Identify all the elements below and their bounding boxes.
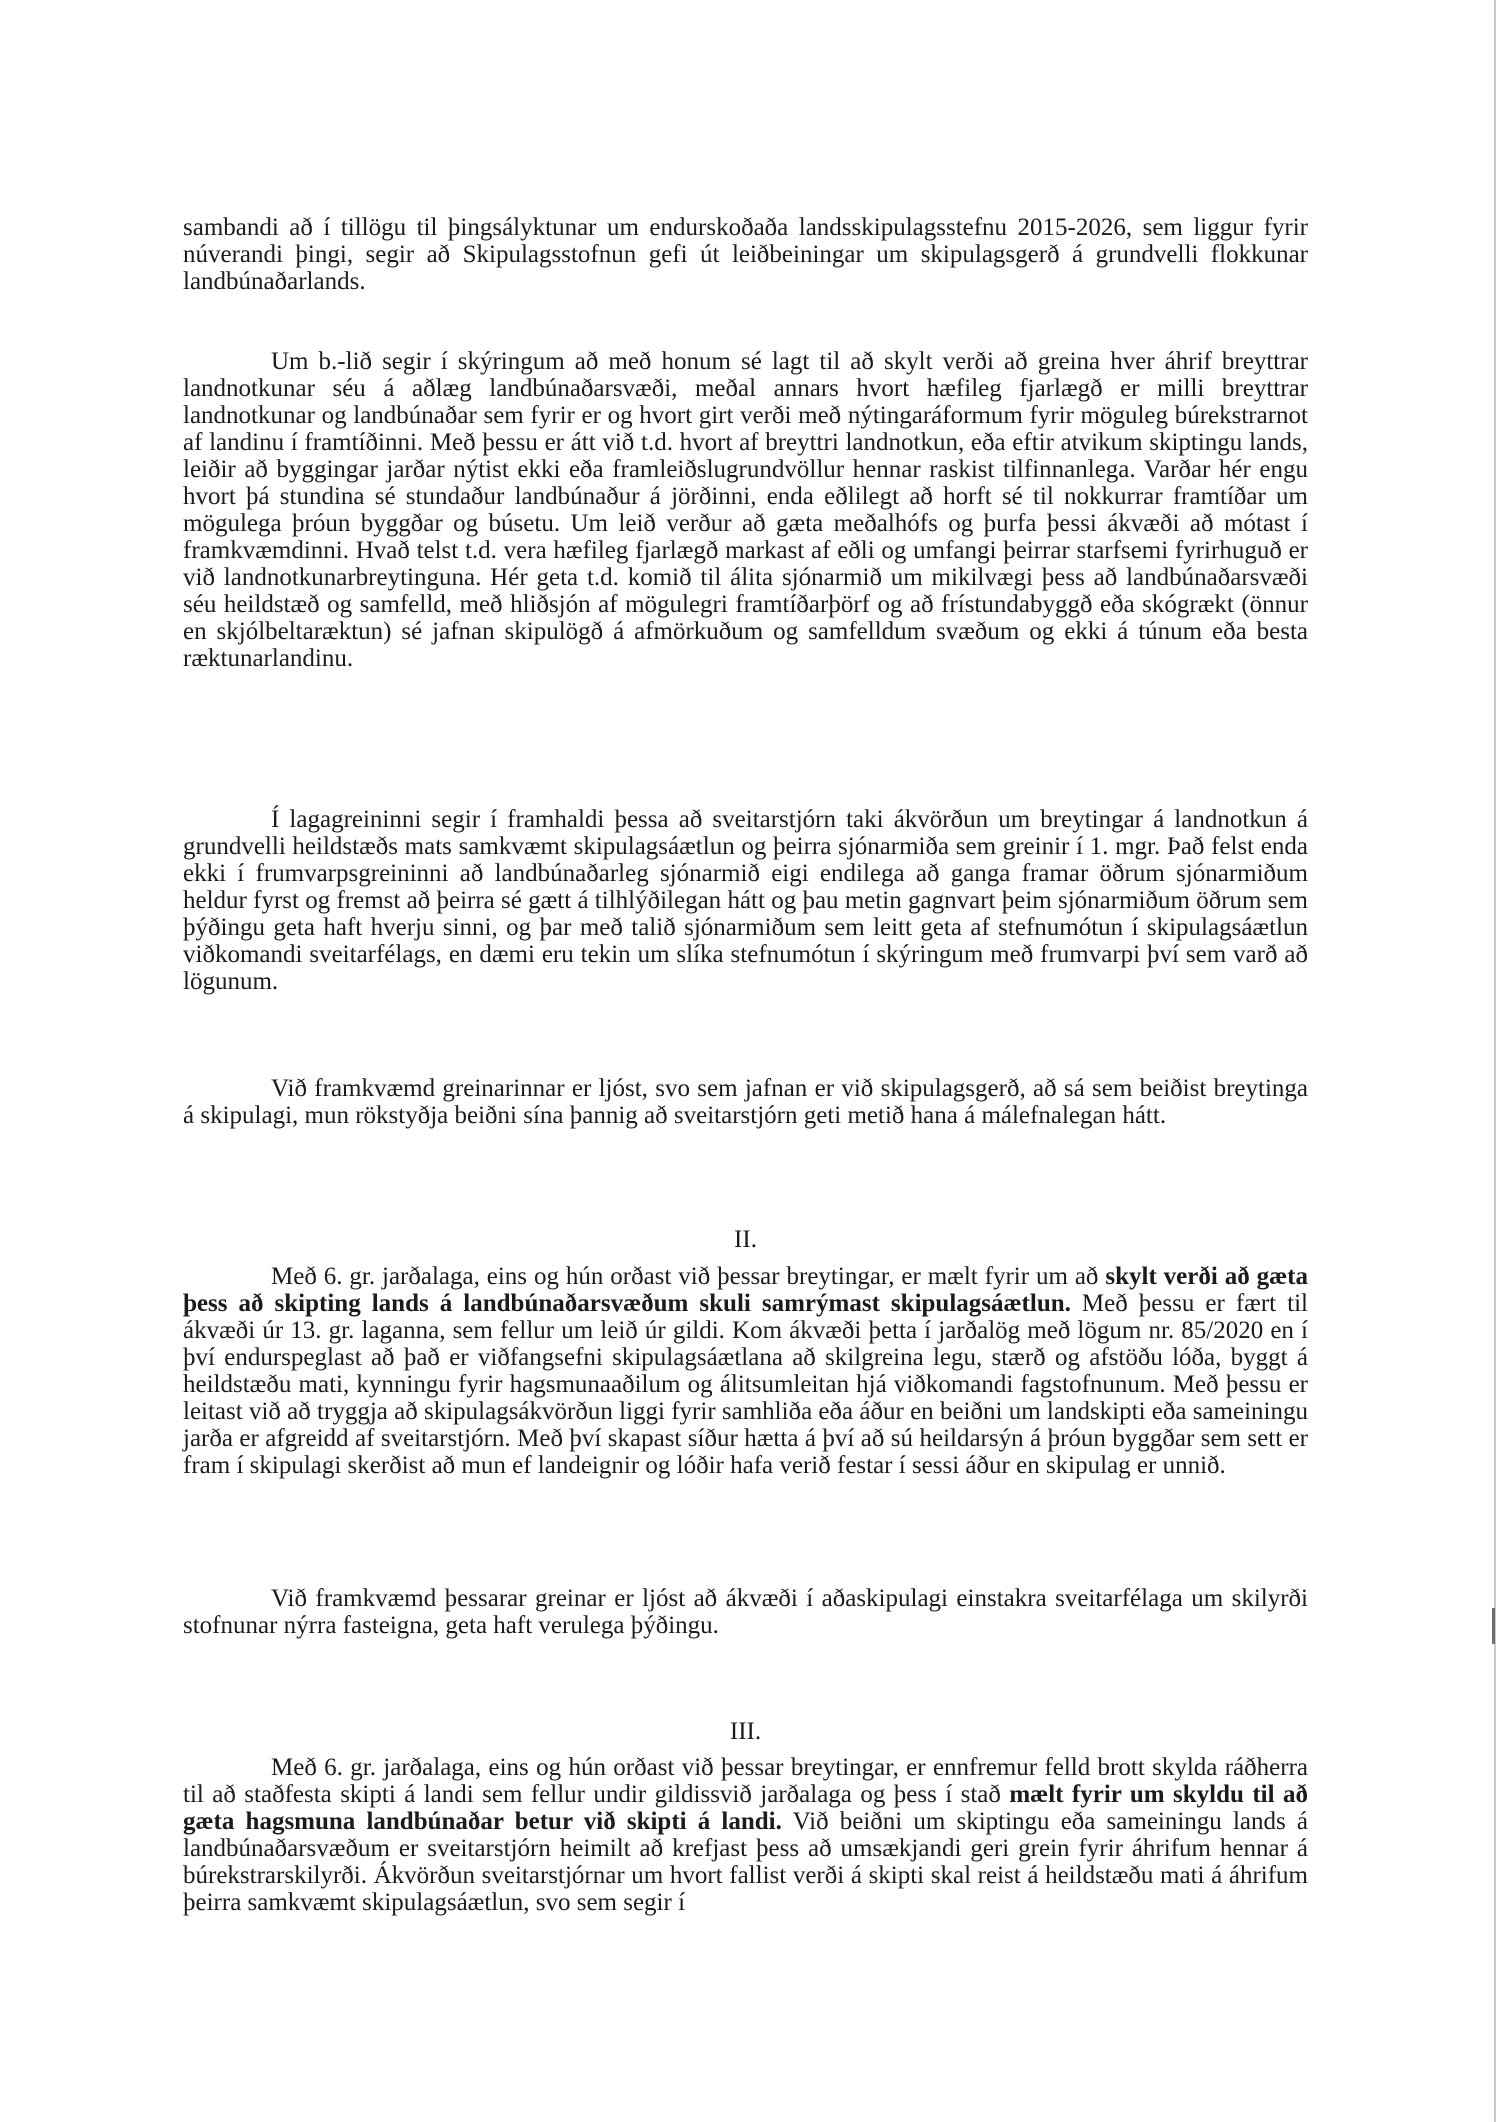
paragraph-b-lid [183, 348, 1308, 672]
paragraph-lagagrein [183, 806, 1308, 995]
section-ii-rest: Með þessu er fært til ákvæði úr 13. gr. laganna, sem fellur um leið úr gildi. Kom ákvæði þetta í jarðalög með lögum nr. 85/2020 en í því endurspeglast að það er viðfangsefni skipulagsáætlana að skilgreina legu, stærð og afstöðu lóða, byggt á heildstæðu mati, kynningu fyrir hagsmunaaðilum og álitsumleitan hjá viðkomandi fagstofnunum. Með þessu er leitast við að tryggja að skipulagsákvörðun liggi fyrir samhliða eða áður en beiðni um landskipti eða sameiningu jarða er afgreidd af sveitarstjórn. Með því skapast síður hætta á því að sú heildarsýn á þróun byggðar sem sett er fram í skipulagi skerðist að mun ef landeignir og lóðir hafa verið festar í sessi áður en skipulag er unnið. [183, 1290, 1308, 1479]
scan-edge-mark [1492, 1608, 1495, 1644]
section-ii-second [183, 1585, 1308, 1639]
paragraph-1: sambandi að í tillögu til þingsályktunar um endurskoðaða landsskipulagsstefnu 2015-2026, sem liggur fyrir núverandi þingi, segir að Skipulagsstofnun gefi út leiðbeiningar um skipulagsgerð á grundvelli flokkunar landbúnaðarlands. [183, 214, 1308, 295]
section-heading-ii: II. [734, 1226, 757, 1253]
section-iii-paragraph [183, 1754, 1308, 1916]
section-iii-rest: Við beiðni um skiptingu eða sameiningu lands á landbúnaðarsvæðum er sveitarstjórn heimilt að krefjast þess að umsækjandi geri grein fyrir áhrifum hennar á búrekstrarskilyrði. Ákvörðun sveitarstjórnar um hvort fallist verði á skipti skal reist á heildstæðu mati á áhrifum þeirra samkvæmt skipulagsáætlun, svo sem segir í [183, 1808, 1308, 1916]
section-ii-intro: Með 6. gr. jarðalaga, eins og hún orðast við þessar breytingar, er mælt fyrir um að [271, 1263, 1099, 1290]
section-heading-iii: III. [729, 1718, 762, 1745]
paragraph-2: Um b.-lið segir í skýringum að með honum sé lagt til að skylt verði að greina hver áhrif breyttrar landnotkunar séu á aðlæg landbúnaðarsvæði, meðal annars hvort hæfileg fjarlægð er milli breyttrar landnotkunar og landbúnaðar sem fyrir er og hvort girt verði með nýtingaráformum fyrir möguleg búrekstrarnot af landinu í framtíðinni. Með þessu er átt við t.d. hvort af breyttri landnotkun, eða eftir atvikum skiptingu lands, leiðir að byggingar jarðar nýtist ekki eða framleiðslugrundvöllur hennar raskist tilfinnanlega. Varðar hér engu hvort þá stundina sé stundaður landbúnaður á jörðinni, enda eðlilegt að horft sé til nokkurrar framtíðar um mögulega þróun byggðar og búsetu. Um leið verður að gæta meðalhófs og þurfa þessi ákvæði að mótast í framkvæmdinni. Hvað telst t.d. vera hæfileg fjarlægð markast af eðli og umfangi þeirrar starfsemi fyrirhuguð er við landnotkunarbreytinguna. Hér geta t.d. komið til álita sjónarmið um mikilvægi þess að landbúnaðarsvæði séu heildstæð og samfelld, með hliðsjón af mögulegri framtíðarþörf og að frístundabyggð eða skógrækt (önnur en skjólbeltaræktun) sé jafnan skipulögð á afmörkuðum og samfelldum svæðum og ekki á túnum eða besta ræktunarlandinu. [183, 348, 1308, 672]
section-ii-body [183, 1263, 1308, 1479]
paragraph-continuation [183, 214, 1308, 295]
paragraph-4: Við framkvæmd greinarinnar er ljóst, svo sem jafnan er við skipulagsgerð, að sá sem beiðist breytinga á skipulagi, mun rökstyðja beiðni sína þannig að sveitarstjórn geti metið hana á málefnalegan hátt. [183, 1075, 1308, 1129]
section-iii-intro: Með 6. gr. jarðalaga, eins og hún orðast við þessar breytingar, er ennfremur felld brott skylda ráðherra til að staðfesta skipti á landi sem fellur undir gildissvið jarðalaga og þess í stað [183, 1754, 1308, 1808]
scan-edge-line [1494, 0, 1496, 2122]
paragraph-framkvaemd [183, 1075, 1308, 1129]
section-ii-paragraph [183, 1263, 1308, 1479]
section-iii-bold: mælt fyrir um skyldu til að gæta hagsmuna landbúnaðar betur við skipti á landi. [183, 1781, 1309, 1835]
section-ii-paragraph-2: Við framkvæmd þessarar greinar er ljóst að ákvæði í aðaskipulagi einstakra sveitarfélaga um skilyrði stofnunar nýrra fasteigna, geta haft verulega þýðingu. [183, 1585, 1308, 1639]
section-ii-bold: skylt verði að gæta þess að skipting lands á landbúnaðarsvæðum skuli samrýmast skipulagsáætlun. [183, 1263, 1309, 1317]
paragraph-3: Í lagagreininni segir í framhaldi þessa að sveitarstjórn taki ákvörðun um breytingar á landnotkun á grundvelli heildstæðs mats samkvæmt skipulagsáætlun og þeirra sjónarmiða sem greinir í 1. mgr. Það felst enda ekki í frumvarpsgreininni að landbúnaðarleg sjónarmið eigi endilega að ganga framar öðrum sjónarmiðum heldur fyrst og fremst að þeirra sé gætt á tilhlýðilegan hátt og þau metin gagnvart þeim sjónarmiðum öðrum sem þýðingu geta haft hverju sinni, og þar með talið sjónarmiðum sem leitt geta af stefnumótun í skipulagsáætlun viðkomandi sveitarfélags, en dæmi eru tekin um slíka stefnumótun í skýringum með frumvarpi því sem varð að lögunum. [183, 806, 1308, 995]
section-iii-body [183, 1754, 1308, 1916]
